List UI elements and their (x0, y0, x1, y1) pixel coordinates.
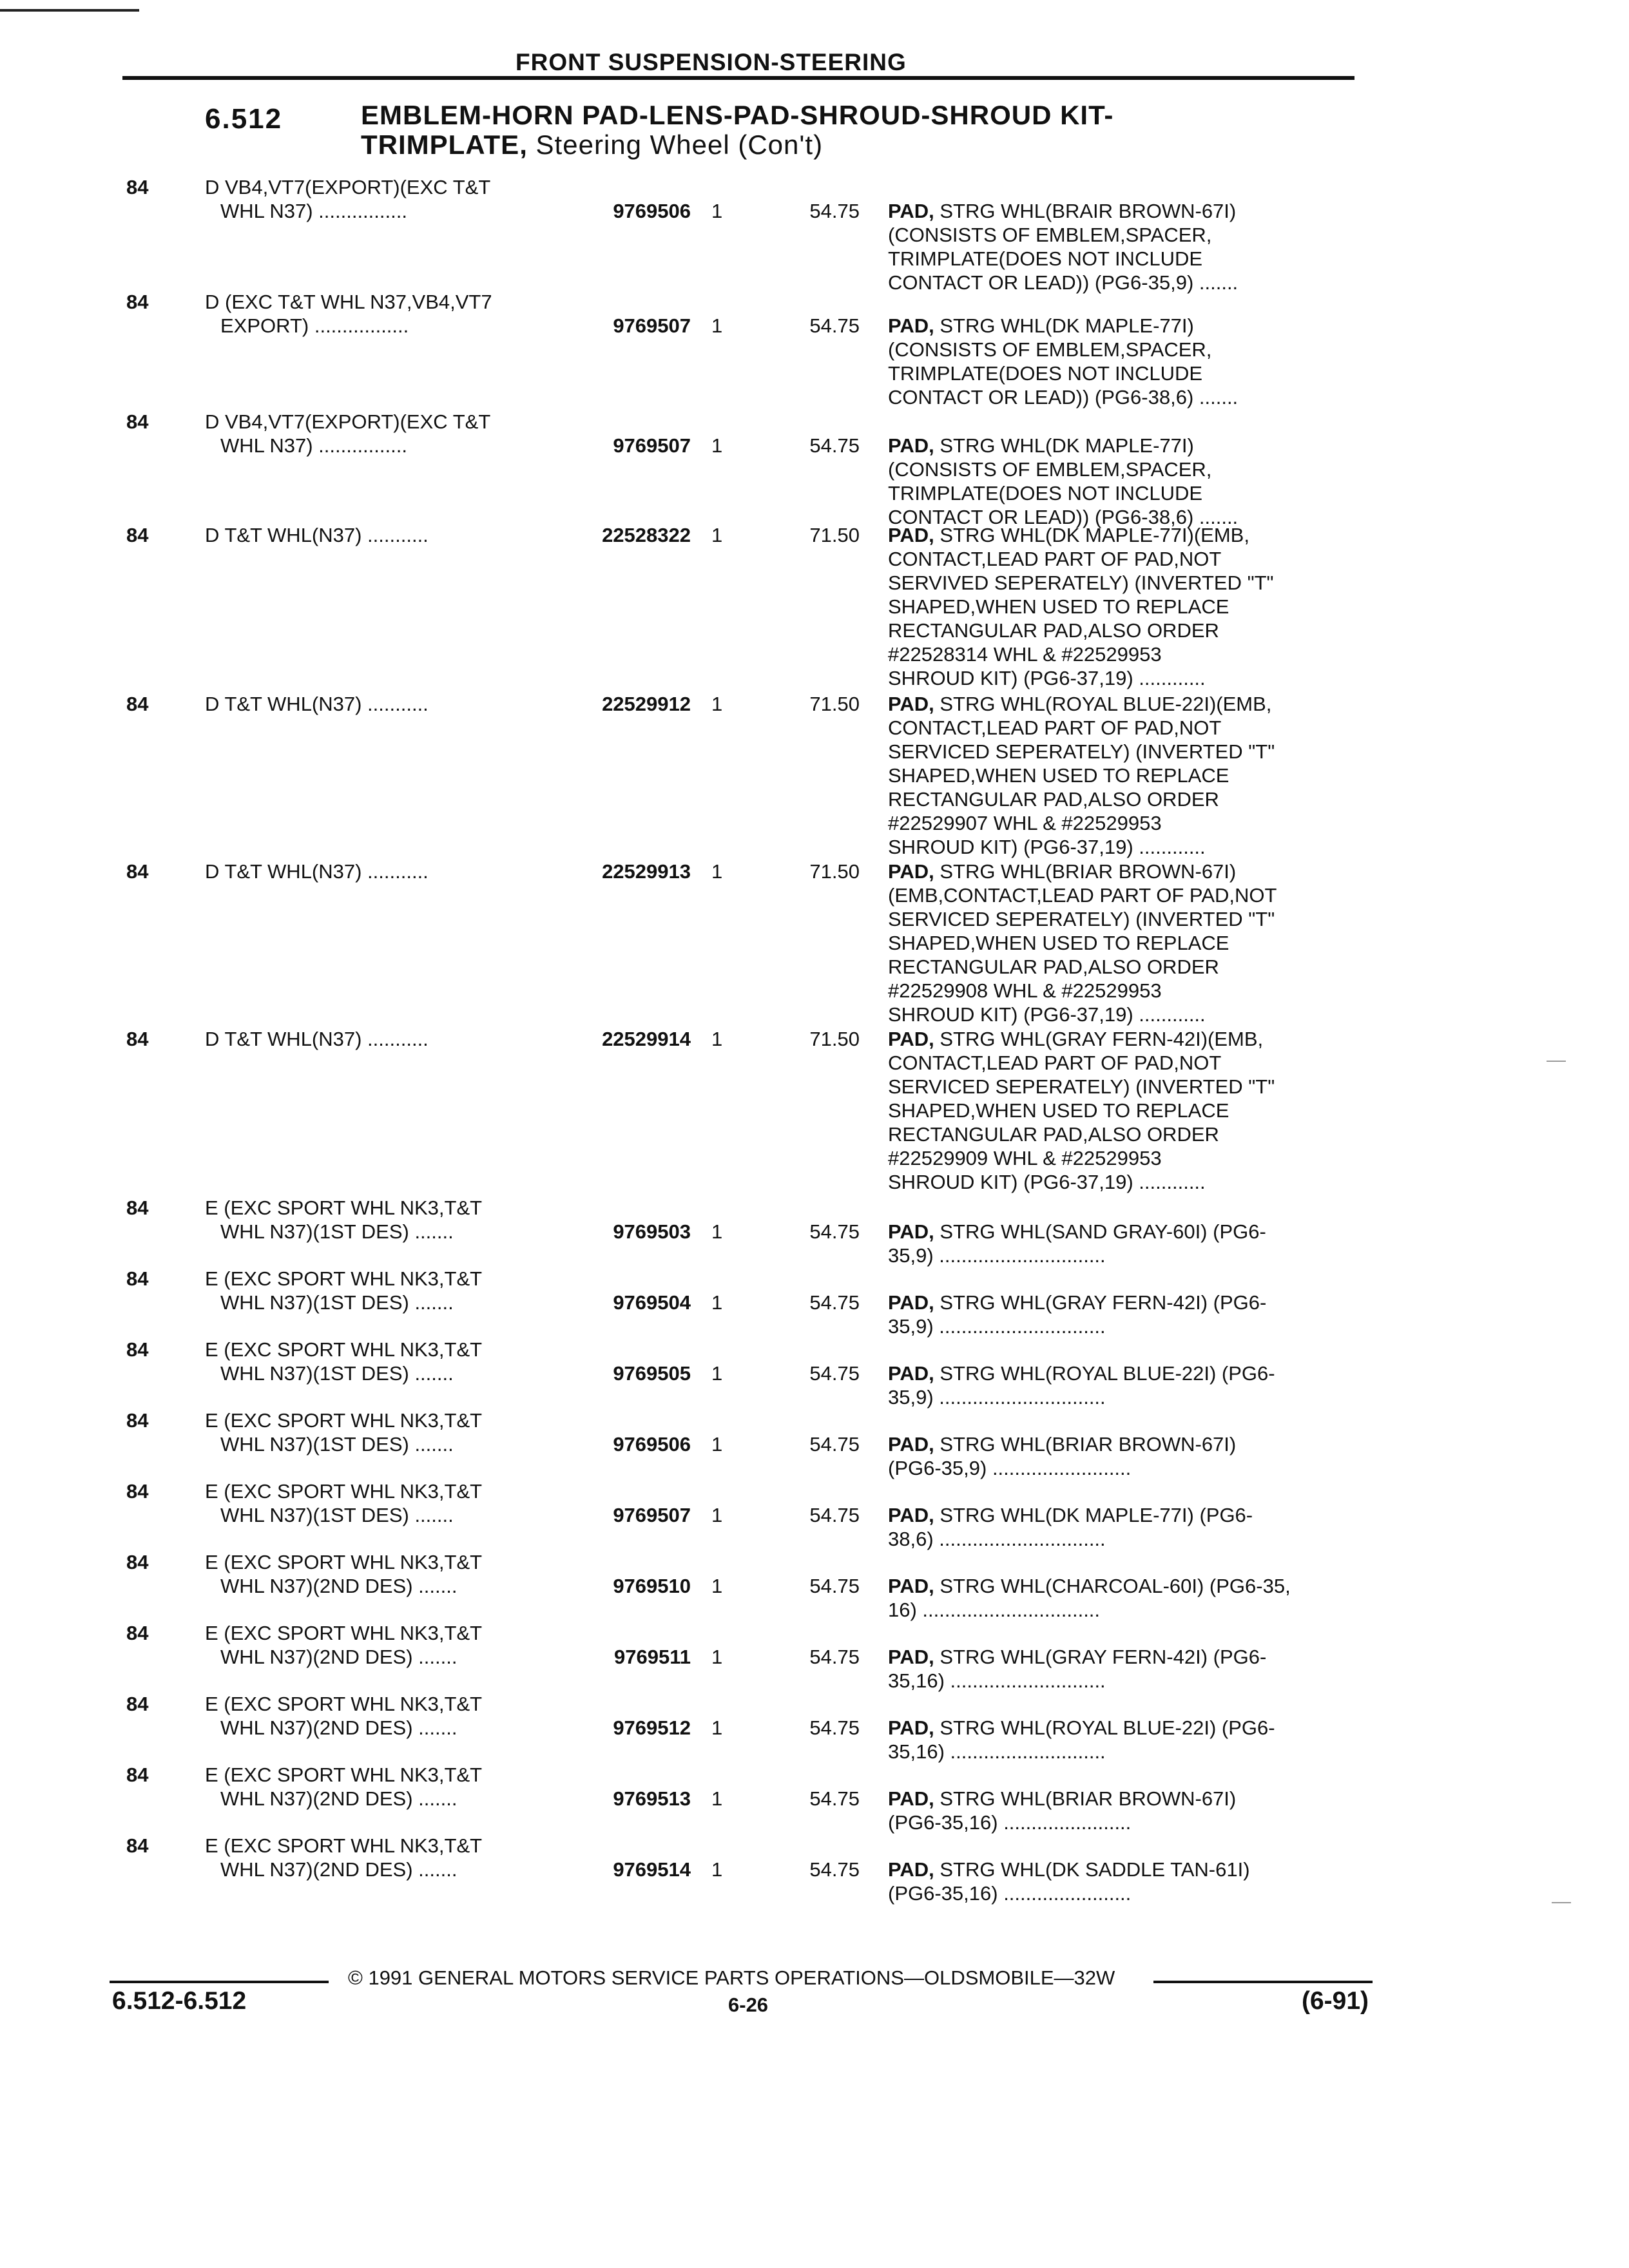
usage-description-line1: D (EXC T&T WHL N37,VB4,VT7 (205, 291, 492, 313)
part-description (888, 314, 1378, 409)
part-description (888, 523, 1378, 690)
part-detail: STRG WHL(GRAY FERN-42I)(EMB, CONTACT,LEAD PART OF PAD,NOT SERVICED SEPERATELY) (INVERTED "T" SHAPED,WHEN USED TO REPLACE RECTANGULAR PAD,ALSO ORDER #22529909 WHL & #22529953 SHROUD KIT) (PG6-37,19) ............ (888, 1028, 1275, 1193)
usage-description-line1: D T&T WHL(N37) ........... (205, 1028, 429, 1050)
quantity: 1 (711, 693, 723, 715)
price: 54.75 (809, 1646, 860, 1668)
quantity: 1 (711, 1433, 723, 1456)
quantity: 1 (711, 860, 723, 883)
usage-description-line2: EXPORT) ................. (220, 314, 409, 337)
part-description (888, 1220, 1378, 1267)
part-name: PAD, (888, 1787, 934, 1810)
figure-number: 84 (126, 1028, 149, 1050)
part-detail: STRG WHL(ROYAL BLUE-22I) (PG6- 35,16) ............................ (888, 1716, 1275, 1763)
scan-speck (1547, 1061, 1566, 1062)
usage-description (205, 1763, 566, 1811)
part-detail: STRG WHL(DK MAPLE-77I) (CONSISTS OF EMBLEM,SPACER, TRIMPLATE(DOES NOT INCLUDE CONTACT OR LEAD)) (PG6-38,6) ....... (888, 314, 1239, 408)
footer-section-range: 6.512-6.512 (112, 1987, 247, 2015)
price: 54.75 (809, 1787, 860, 1810)
part-number: 9769513 (613, 1787, 691, 1810)
part-number: 9769506 (613, 200, 691, 222)
part-number: 22529913 (602, 860, 691, 883)
part-name: PAD, (888, 1028, 934, 1050)
usage-description (205, 1479, 566, 1527)
usage-description-line2: WHL N37)(1ST DES) ....... (220, 1362, 454, 1385)
figure-number: 84 (126, 693, 149, 715)
part-number: 9769512 (613, 1716, 691, 1739)
part-number: 9769514 (613, 1858, 691, 1881)
usage-description-line1: E (EXC SPORT WHL NK3,T&T (205, 1693, 483, 1715)
figure-number: 84 (126, 291, 149, 313)
usage-description-line1: E (EXC SPORT WHL NK3,T&T (205, 1551, 483, 1573)
part-description (888, 1716, 1378, 1763)
part-number: 9769503 (613, 1220, 691, 1243)
figure-number: 84 (126, 1409, 149, 1432)
part-number: 22529912 (602, 693, 691, 715)
section-number: 6.512 (205, 103, 283, 135)
usage-description (205, 1338, 566, 1385)
figure-number: 84 (126, 410, 149, 433)
quantity: 1 (711, 1646, 723, 1668)
figure-number: 84 (126, 1480, 149, 1503)
part-description (888, 1503, 1378, 1551)
part-detail: STRG WHL(DK MAPLE-77I)(EMB, CONTACT,LEAD PART OF PAD,NOT SERVIVED SEPERATELY) (INVERTED "T" SHAPED,WHEN USED TO REPLACE RECTANGULAR PAD,ALSO ORDER #22528314 WHL & #22529953 SHROUD KIT) (PG6-37,19) ............ (888, 524, 1274, 689)
price: 54.75 (809, 200, 860, 222)
price: 54.75 (809, 1362, 860, 1385)
part-description (888, 1645, 1378, 1693)
usage-description-line2: WHL N37)(2ND DES) ....... (220, 1716, 458, 1739)
usage-description-line2: WHL N37)(1ST DES) ....... (220, 1220, 454, 1243)
section-title-line2-bold: TRIMPLATE, (361, 130, 528, 160)
price: 54.75 (809, 1716, 860, 1739)
usage-description-line2: WHL N37)(2ND DES) ....... (220, 1858, 458, 1881)
usage-description (205, 1692, 566, 1740)
usage-description-line2: WHL N37)(2ND DES) ....... (220, 1646, 458, 1668)
usage-description-line2: WHL N37) ................ (220, 200, 407, 222)
part-detail: STRG WHL(GRAY FERN-42I) (PG6- 35,16) ............................ (888, 1646, 1267, 1692)
part-description (888, 1432, 1378, 1480)
part-description (888, 199, 1378, 294)
part-name: PAD, (888, 200, 934, 222)
usage-description-line2: WHL N37)(2ND DES) ....... (220, 1575, 458, 1597)
part-name: PAD, (888, 1362, 934, 1385)
usage-description-line1: E (EXC SPORT WHL NK3,T&T (205, 1409, 483, 1432)
part-description (888, 1027, 1378, 1194)
usage-description-line2: WHL N37)(1ST DES) ....... (220, 1504, 454, 1526)
figure-number: 84 (126, 1834, 149, 1857)
footer-copyright: © 1991 GENERAL MOTORS SERVICE PARTS OPERATIONS—OLDSMOBILE—32W (348, 1966, 1115, 1989)
usage-description-line1: E (EXC SPORT WHL NK3,T&T (205, 1763, 483, 1786)
price: 71.50 (809, 860, 860, 883)
usage-description (205, 1267, 566, 1314)
usage-description (205, 1834, 566, 1881)
usage-description (205, 1408, 566, 1456)
usage-description (205, 1550, 566, 1598)
usage-description (205, 860, 566, 883)
price: 54.75 (809, 1575, 860, 1597)
figure-number: 84 (126, 1551, 149, 1573)
usage-description-line1: E (EXC SPORT WHL NK3,T&T (205, 1480, 483, 1503)
usage-description-line1: E (EXC SPORT WHL NK3,T&T (205, 1267, 483, 1290)
quantity: 1 (711, 1362, 723, 1385)
part-detail: STRG WHL(BRIAR BROWN-67I) (PG6-35,16) ....................... (888, 1787, 1237, 1834)
part-description (888, 692, 1378, 859)
figure-number: 84 (126, 176, 149, 198)
usage-description-line2: WHL N37)(2ND DES) ....... (220, 1787, 458, 1810)
price: 54.75 (809, 314, 860, 337)
part-number: 22529914 (602, 1028, 691, 1050)
usage-description (205, 1027, 566, 1051)
part-number: 9769505 (613, 1362, 691, 1385)
part-number: 9769506 (613, 1433, 691, 1456)
usage-description-line2: WHL N37) ................ (220, 434, 407, 457)
price: 54.75 (809, 1858, 860, 1881)
part-description (888, 860, 1378, 1026)
figure-number: 84 (126, 860, 149, 883)
price: 54.75 (809, 1291, 860, 1314)
part-number: 9769511 (614, 1646, 691, 1668)
footer-page-number: 6-26 (728, 1994, 769, 2016)
part-name: PAD, (888, 524, 934, 546)
price: 71.50 (809, 693, 860, 715)
price: 71.50 (809, 1028, 860, 1050)
quantity: 1 (711, 1716, 723, 1739)
usage-description (205, 692, 566, 716)
part-detail: STRG WHL(BRIAR BROWN-67I) (PG6-35,9) ......................... (888, 1433, 1237, 1479)
usage-description (205, 1196, 566, 1244)
scan-speck (1552, 1902, 1571, 1903)
part-description (888, 1787, 1378, 1834)
usage-description-line1: D VB4,VT7(EXPORT)(EXC T&T (205, 176, 491, 198)
part-detail: STRG WHL(BRIAR BROWN-67I) (EMB,CONTACT,LEAD PART OF PAD,NOT SERVICED SEPERATELY) (INVERTED "T" SHAPED,WHEN USED TO REPLACE RECTANGULAR PAD,ALSO ORDER #22529908 WHL & #22529953 SHROUD KIT) (PG6-37,19) ............ (888, 860, 1277, 1026)
part-number: 22528322 (602, 524, 691, 546)
usage-description-line1: D T&T WHL(N37) ........... (205, 524, 429, 546)
part-name: PAD, (888, 314, 934, 337)
part-description (888, 1361, 1378, 1409)
part-detail: STRG WHL(DK SADDLE TAN-61I) (PG6-35,16) ....................... (888, 1858, 1250, 1905)
part-name: PAD, (888, 1291, 934, 1314)
part-description (888, 1291, 1378, 1338)
usage-description-line1: E (EXC SPORT WHL NK3,T&T (205, 1196, 483, 1219)
figure-number: 84 (126, 1763, 149, 1786)
quantity: 1 (711, 1787, 723, 1810)
figure-number: 84 (126, 1693, 149, 1715)
part-detail: STRG WHL(BRAIR BROWN-67I) (CONSISTS OF EMBLEM,SPACER, TRIMPLATE(DOES NOT INCLUDE CONTACT OR LEAD)) (PG6-35,9) ....... (888, 200, 1239, 294)
figure-number: 84 (126, 1196, 149, 1219)
usage-description-line2: WHL N37)(1ST DES) ....... (220, 1433, 454, 1456)
quantity: 1 (711, 200, 723, 222)
price: 54.75 (809, 1504, 860, 1526)
part-description (888, 1574, 1378, 1622)
part-name: PAD, (888, 1716, 934, 1739)
price: 54.75 (809, 1433, 860, 1456)
footer-rule-right (1153, 1981, 1373, 1983)
part-number: 9769507 (613, 434, 691, 457)
footer-revision-date: (6-91) (1302, 1987, 1369, 2015)
quantity: 1 (711, 1858, 723, 1881)
usage-description (205, 523, 566, 547)
quantity: 1 (711, 1220, 723, 1243)
quantity: 1 (711, 524, 723, 546)
quantity: 1 (711, 434, 723, 457)
usage-description-line1: E (EXC SPORT WHL NK3,T&T (205, 1338, 483, 1361)
price: 54.75 (809, 1220, 860, 1243)
part-detail: STRG WHL(DK MAPLE-77I) (PG6- 38,6) .............................. (888, 1504, 1253, 1550)
part-number: 9769507 (613, 1504, 691, 1526)
usage-description-line1: D T&T WHL(N37) ........... (205, 693, 429, 715)
part-detail: STRG WHL(CHARCOAL-60I) (PG6-35, 16) ................................ (888, 1575, 1291, 1621)
figure-number: 84 (126, 1338, 149, 1361)
usage-description (205, 175, 566, 223)
part-name: PAD, (888, 1504, 934, 1526)
quantity: 1 (711, 1291, 723, 1314)
part-name: PAD, (888, 860, 934, 883)
part-name: PAD, (888, 1858, 934, 1881)
quantity: 1 (711, 314, 723, 337)
quantity: 1 (711, 1575, 723, 1597)
part-detail: STRG WHL(ROYAL BLUE-22I) (PG6- 35,9) .............................. (888, 1362, 1275, 1408)
usage-description-line2: WHL N37)(1ST DES) ....... (220, 1291, 454, 1314)
price: 54.75 (809, 434, 860, 457)
part-detail: STRG WHL(GRAY FERN-42I) (PG6- 35,9) .............................. (888, 1291, 1267, 1338)
part-name: PAD, (888, 693, 934, 715)
part-number: 9769507 (613, 314, 691, 337)
usage-description (205, 290, 566, 338)
quantity: 1 (711, 1504, 723, 1526)
part-name: PAD, (888, 1646, 934, 1668)
usage-description-line1: D VB4,VT7(EXPORT)(EXC T&T (205, 410, 491, 433)
part-name: PAD, (888, 1433, 934, 1456)
figure-number: 84 (126, 524, 149, 546)
quantity: 1 (711, 1028, 723, 1050)
usage-description (205, 410, 566, 457)
part-name: PAD, (888, 434, 934, 457)
part-detail: STRG WHL(DK MAPLE-77I) (CONSISTS OF EMBLEM,SPACER, TRIMPLATE(DOES NOT INCLUDE CONTACT OR LEAD)) (PG6-38,6) ....... (888, 434, 1239, 528)
figure-number: 84 (126, 1267, 149, 1290)
part-description (888, 434, 1378, 529)
price: 71.50 (809, 524, 860, 546)
part-description (888, 1858, 1378, 1905)
part-name: PAD, (888, 1220, 934, 1243)
usage-description (205, 1621, 566, 1669)
page-header-title: FRONT SUSPENSION-STEERING (516, 49, 907, 75)
usage-description-line1: E (EXC SPORT WHL NK3,T&T (205, 1834, 483, 1857)
usage-description-line1: D T&T WHL(N37) ........... (205, 860, 429, 883)
section-title-line2-rest: Steering Wheel (Con't) (535, 130, 824, 160)
usage-description-line1: E (EXC SPORT WHL NK3,T&T (205, 1622, 483, 1644)
part-number: 9769510 (613, 1575, 691, 1597)
figure-number: 84 (126, 1622, 149, 1644)
part-detail: STRG WHL(ROYAL BLUE-22I)(EMB, CONTACT,LEAD PART OF PAD,NOT SERVICED SEPERATELY) (INVERTED "T" SHAPED,WHEN USED TO REPLACE RECTANGULAR PAD,ALSO ORDER #22529907 WHL & #22529953 SHROUD KIT) (PG6-37,19) ............ (888, 693, 1275, 858)
footer-rule-left (110, 1981, 329, 1983)
section-title-line1: EMBLEM-HORN PAD-LENS-PAD-SHROUD-SHROUD KIT- (361, 100, 1114, 130)
part-name: PAD, (888, 1575, 934, 1597)
part-number: 9769504 (613, 1291, 691, 1314)
part-detail: STRG WHL(SAND GRAY-60I) (PG6- 35,9) .............................. (888, 1220, 1266, 1267)
